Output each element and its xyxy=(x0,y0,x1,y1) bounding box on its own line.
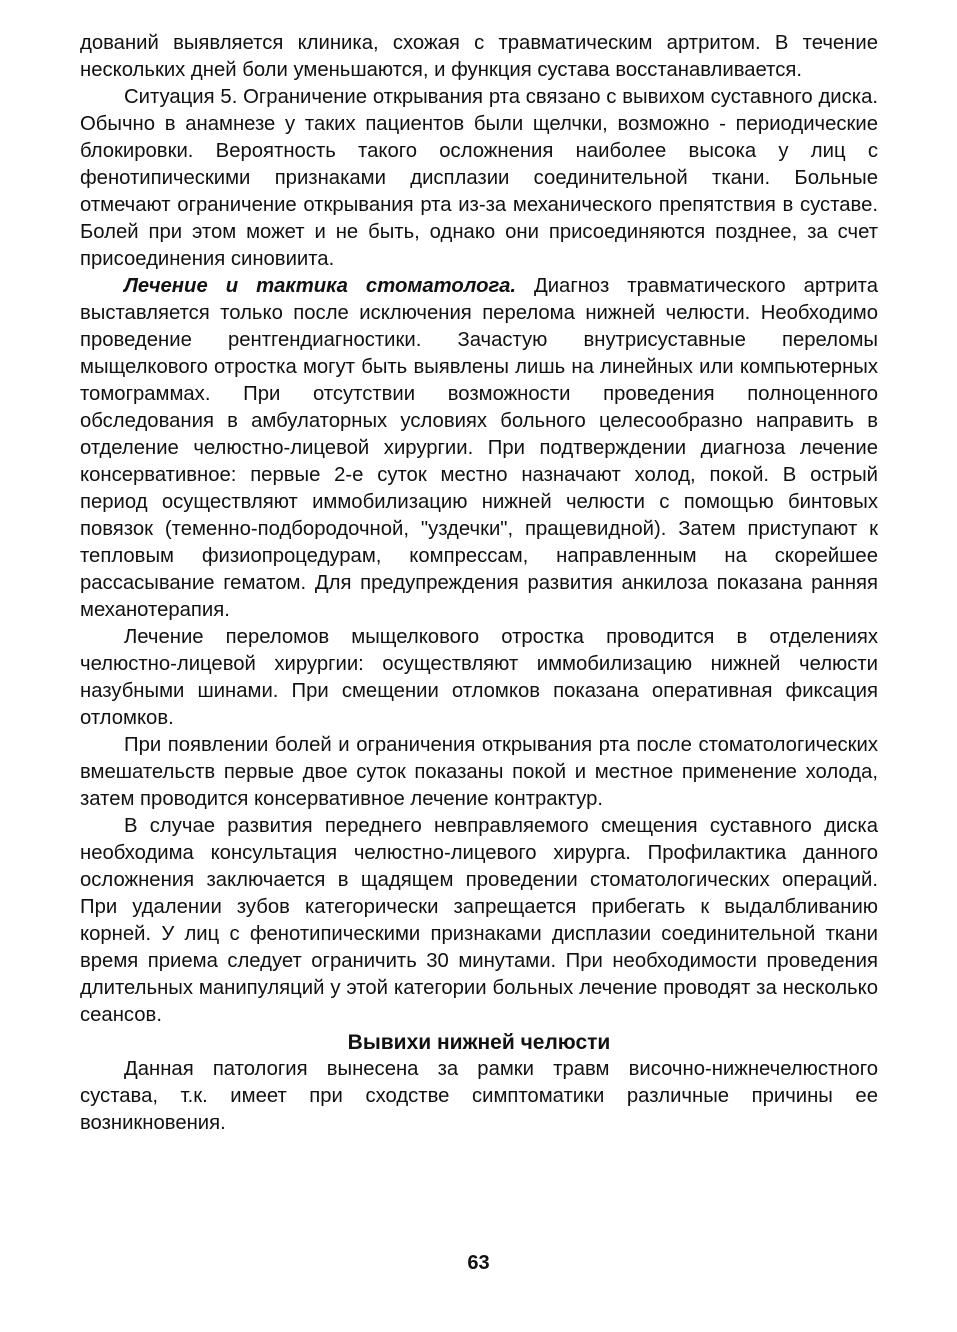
paragraph-fracture-treatment: Лечение переломов мыщелкового отростка проводится в отделениях челюстно-лицевой хирургии: осуществляют иммобилизацию нижней челюсти назубными шинами. При смещении отломков показана оперативная фиксация отломков. xyxy=(80,626,878,729)
page-body xyxy=(80,30,878,1137)
treatment-body-text: Диагноз травматического артрита выставляется только после исключения перелома нижней челюсти. Необходимо проведение рентгендиагностики. Зачастую внутрисуставные переломы мыщелкового отростка могут быть выявлены лишь на линейных или компьютерных томограммах. При отсутствии возможности проведения полноценного обследования в амбулаторных условиях больного целесообразно направить в отделение челюстно-лицевой хирургии. При подтверждении диагноза лечение консервативное: первые 2-е суток местно назначают холод, покой. В острый период осуществляют иммобилизацию нижней челюсти с помощью бинтовых повязок (теменно-подбородочной, "уздечки", пращевидной). Затем приступают к тепловым физиопроцедурам, компрессам, направленным на скорейшее рассасывание гематом. Для предупреждения развития анкилоза показана ранняя механотерапия. xyxy=(80,275,879,621)
inline-heading-treatment: Лечение и тактика стоматолога. xyxy=(124,275,516,297)
paragraph-section-intro: Данная патология вынесена за рамки травм височно-нижнечелюстного сустава, т.к. имеет при сходстве симптоматики различные причины ее возникновения. xyxy=(80,1058,878,1134)
section-title: Вывихи нижней челюсти xyxy=(347,1031,611,1054)
paragraph-disc-displacement: В случае развития переднего невправляемого смещения суставного диска необходима консультация челюстно-лицевого хирурга. Профилактика данного осложнения заключается в щадящем проведении стоматологических операций. При удалении зубов категорически запрещается прибегать к выдалбливанию корней. У лиц с фенотипическими признаками дисплазии соединительной ткани время приема следует ограничить 30 минутами. При необходимости проведения длительных манипуляций у этой категории больных лечение проводят за несколько сеансов. xyxy=(80,815,878,1026)
paragraph-situation-5: Ситуация 5. Ограничение открывания рта связано с вывихом суставного диска. Обычно в анамнезе у таких пациентов были щелчки, возможно - периодические блокировки. Вероятность такого осложнения наиболее высока у лиц с фенотипическими признаками дисплазии соединительной ткани. Больные отмечают ограничение открывания рта из-за механического препятствия в суставе. Болей при этом может и не быть, однако они присоединяются позднее, за счет присоединения синовиита. xyxy=(80,86,878,270)
paragraph-continuation: дований выявляется клиника, схожая с травматическим артритом. В течение нескольких дней боли уменьшаются, и функция сустава восстанавливается. xyxy=(80,32,878,81)
paragraph-treatment xyxy=(80,273,878,624)
page-number: 63 xyxy=(467,1252,490,1274)
paragraph-pain-after-dental: При появлении болей и ограничения открывания рта после стоматологических вмешательств первые двое суток показаны покой и местное применение холода, затем проводится консервативное лечение контрактур. xyxy=(80,734,878,810)
